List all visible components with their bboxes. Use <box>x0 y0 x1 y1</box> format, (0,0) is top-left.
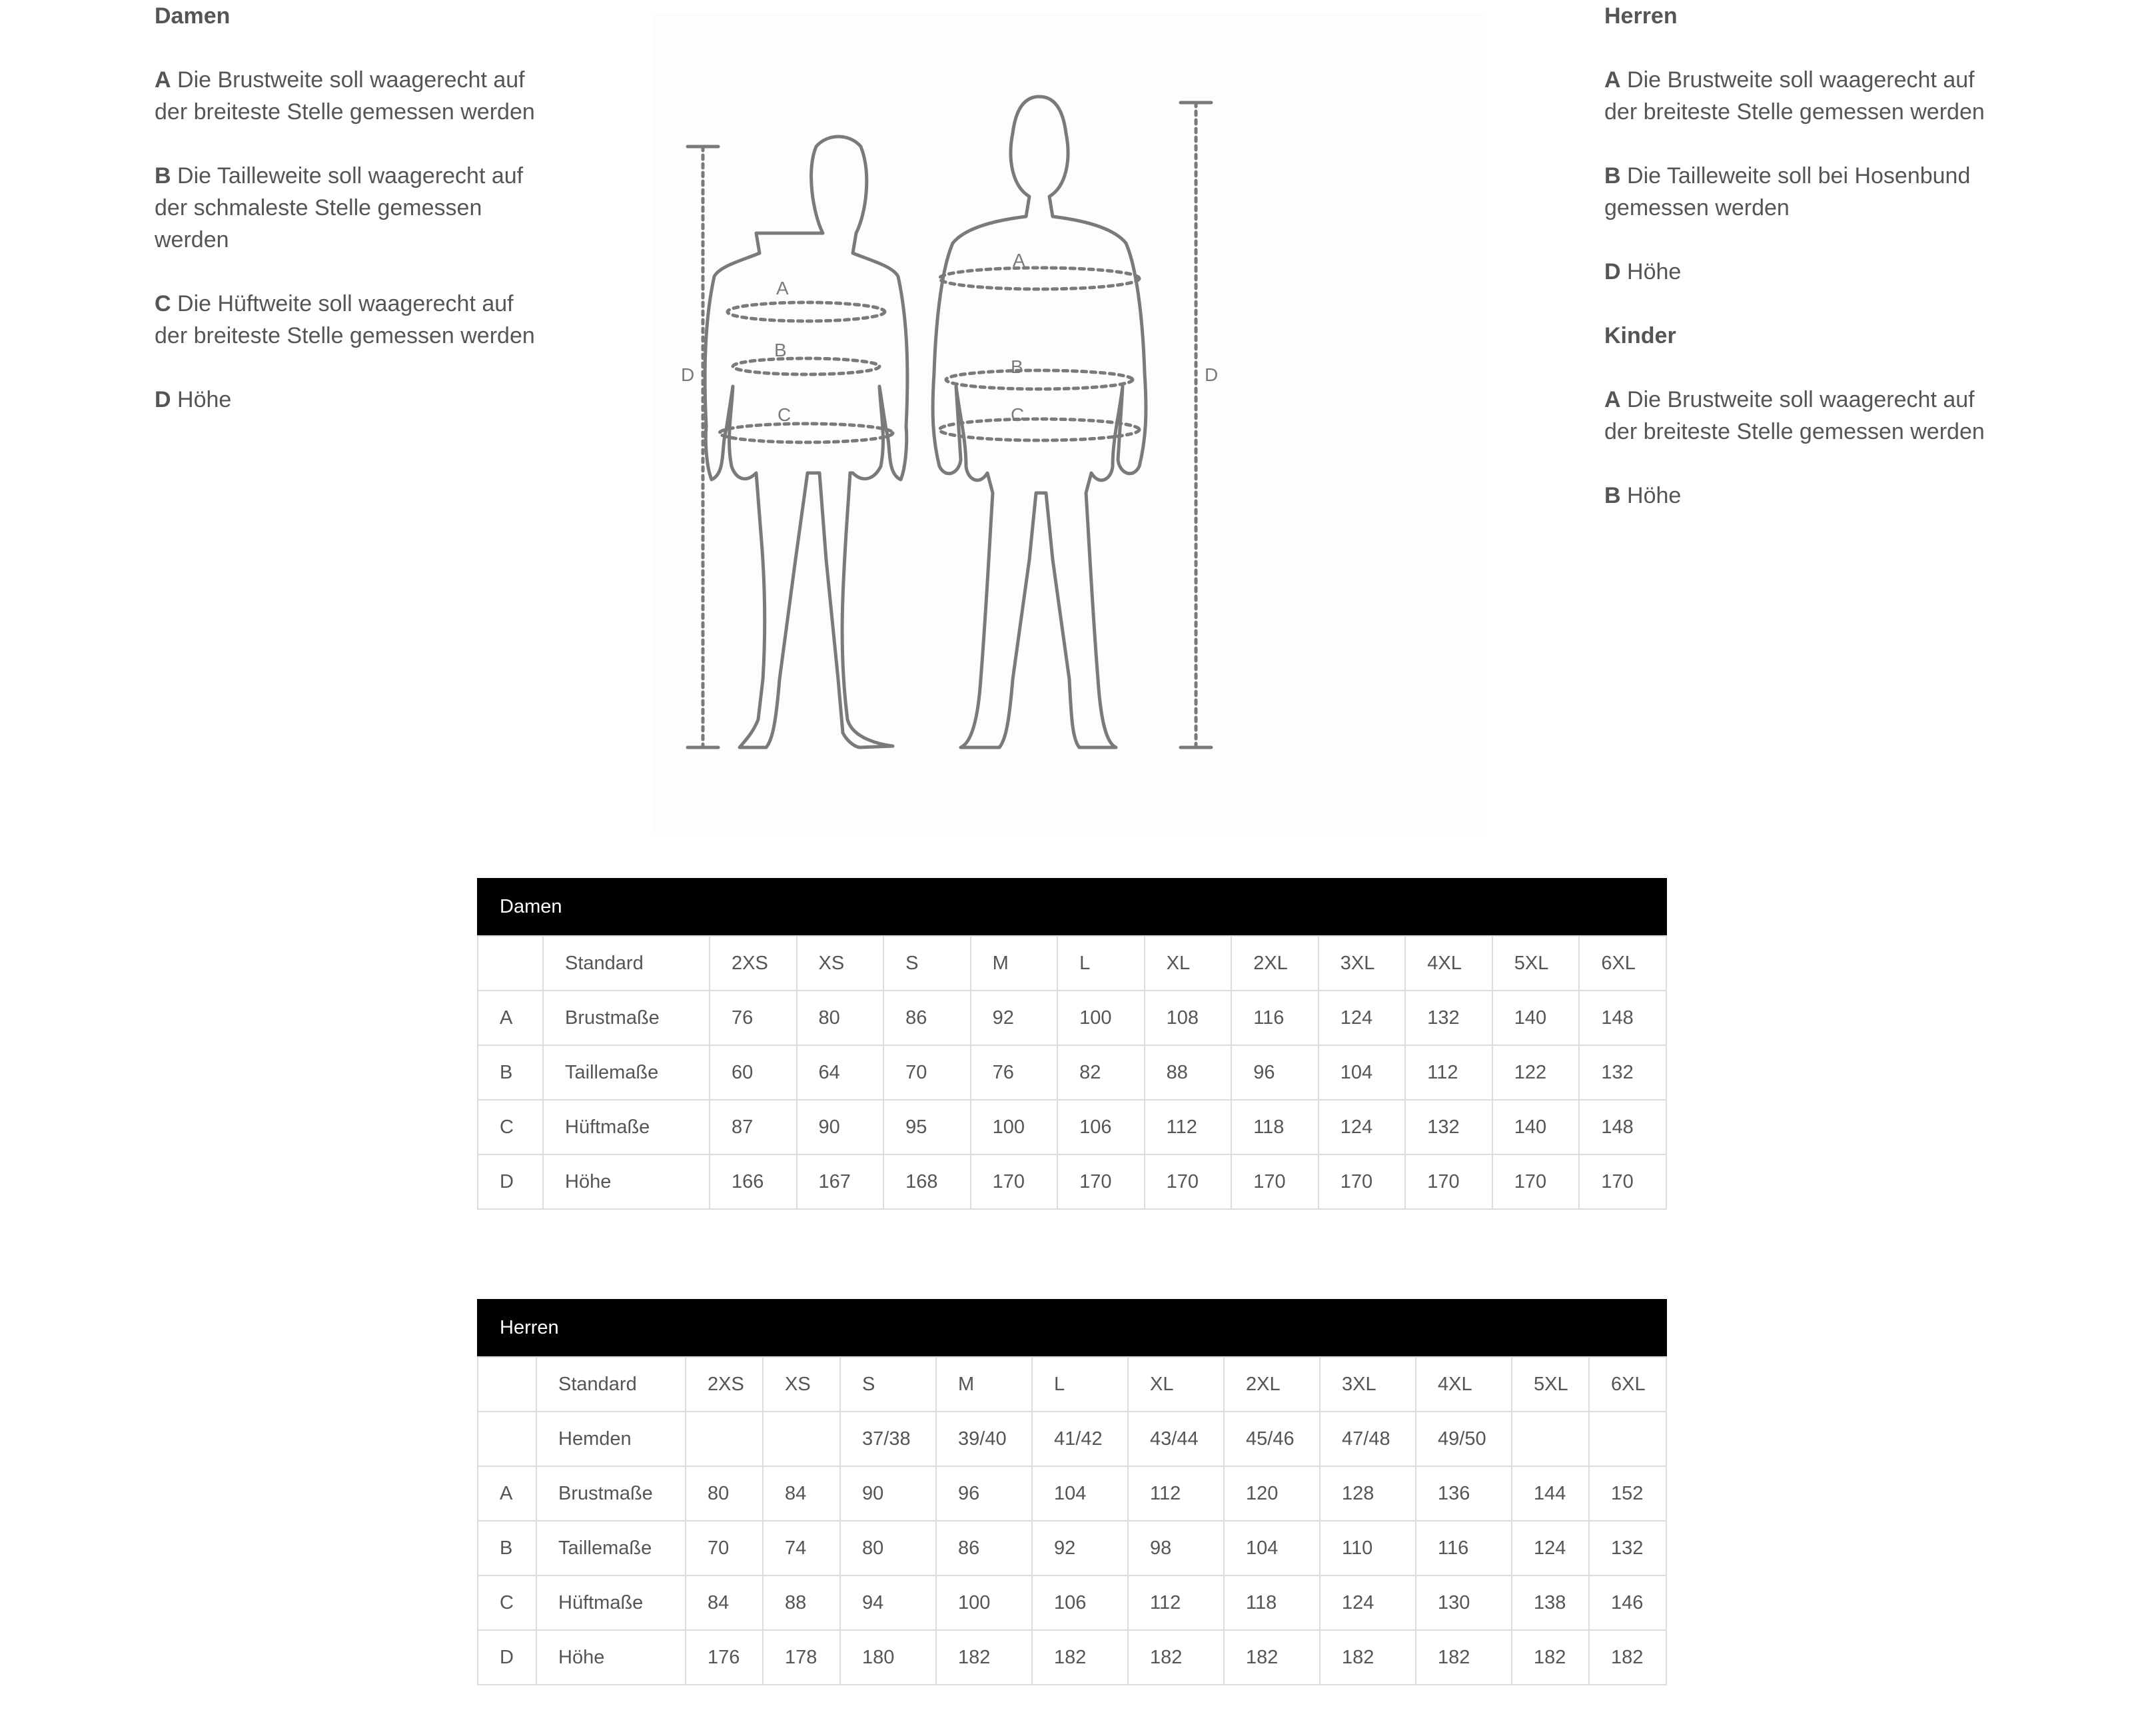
body-measurement-figure <box>653 13 1486 833</box>
table-cell: 116 <box>1416 1521 1512 1575</box>
table-cell: 140 <box>1492 1100 1580 1154</box>
damen-label-b: B <box>774 340 787 360</box>
table-cell: 90 <box>797 1100 884 1154</box>
damen-label-d: D <box>681 364 695 385</box>
table-cell: 130 <box>1416 1575 1512 1630</box>
herren-label-c: C <box>1011 404 1025 425</box>
herren-info-items <box>1604 64 2044 288</box>
kinder-info-item <box>1604 480 2044 512</box>
herren-table-grid <box>477 1356 1667 1685</box>
table-row <box>478 991 1666 1045</box>
damen-b-ellipse <box>733 358 879 374</box>
table-cell: 60 <box>710 1045 797 1100</box>
damen-info-item <box>155 288 554 352</box>
measure-description-line: der schmaleste Stelle gemessen <box>155 195 482 220</box>
table-cell: 80 <box>686 1466 763 1521</box>
measure-description-line: Die Tailleweite soll waagerecht auf <box>177 163 524 189</box>
table-cell: 5XL <box>1492 936 1580 991</box>
table-cell <box>478 1412 536 1466</box>
table-cell <box>1589 1412 1666 1466</box>
table-cell: Höhe <box>543 1154 710 1209</box>
table-cell: 138 <box>1512 1575 1589 1630</box>
table-cell: 74 <box>763 1521 840 1575</box>
table-cell: Brustmaße <box>543 991 710 1045</box>
table-row <box>478 1412 1666 1466</box>
table-cell: C <box>478 1575 536 1630</box>
table-row <box>478 1630 1666 1685</box>
table-cell: 176 <box>686 1630 763 1685</box>
table-cell: M <box>936 1357 1032 1412</box>
table-cell: Taillemaße <box>543 1045 710 1100</box>
table-cell: 6XL <box>1589 1357 1666 1412</box>
table-cell: 2XL <box>1231 936 1319 991</box>
table-cell: 112 <box>1128 1575 1224 1630</box>
measure-letter: A <box>1604 67 1621 93</box>
damen-info-item <box>155 160 554 256</box>
herren-info-item <box>1604 160 2044 224</box>
table-row <box>478 1521 1666 1575</box>
table-cell: 45/46 <box>1224 1412 1320 1466</box>
man-silhouette <box>933 97 1146 747</box>
table-cell: 182 <box>1512 1630 1589 1685</box>
damen-table-grid <box>477 935 1667 1210</box>
measure-description-line: Die Brustweite soll waagerecht auf <box>177 67 525 93</box>
table-cell: 92 <box>971 991 1058 1045</box>
table-cell: 170 <box>1319 1154 1406 1209</box>
measure-letter: A <box>1604 387 1621 412</box>
table-cell: S <box>840 1357 936 1412</box>
table-cell: 120 <box>1224 1466 1320 1521</box>
table-cell: 124 <box>1319 1100 1406 1154</box>
table-cell: 118 <box>1231 1100 1319 1154</box>
table-cell: 6XL <box>1579 936 1666 991</box>
table-cell: Hüftmaße <box>543 1100 710 1154</box>
table-cell: XS <box>797 936 884 991</box>
kinder-info-items <box>1604 384 2044 512</box>
table-cell: D <box>478 1630 536 1685</box>
measure-description-line: Die Brustweite soll waagerecht auf <box>1627 387 1975 412</box>
table-row <box>478 1575 1666 1630</box>
table-cell: 124 <box>1319 991 1406 1045</box>
table-cell: 128 <box>1320 1466 1416 1521</box>
measure-description-line: Die Hüftweite soll waagerecht auf <box>177 291 514 316</box>
herren-info-item <box>1604 64 2044 128</box>
table-cell: 100 <box>971 1100 1058 1154</box>
table-cell: 148 <box>1579 1100 1666 1154</box>
damen-label-a: A <box>776 278 789 298</box>
herren-info-heading: Herren <box>1604 3 1678 29</box>
table-cell: 170 <box>1057 1154 1145 1209</box>
table-cell: XL <box>1128 1357 1224 1412</box>
table-cell: 104 <box>1032 1466 1128 1521</box>
kinder-info-item <box>1604 384 2044 448</box>
table-cell: 140 <box>1492 991 1580 1045</box>
table-cell: 64 <box>797 1045 884 1100</box>
table-cell: 182 <box>1320 1630 1416 1685</box>
table-cell: 132 <box>1405 991 1492 1045</box>
damen-info-item <box>155 64 554 128</box>
table-cell: L <box>1057 936 1145 991</box>
table-cell: 76 <box>971 1045 1058 1100</box>
table-cell: 92 <box>1032 1521 1128 1575</box>
table-row <box>478 1466 1666 1521</box>
table-cell: Hemden <box>536 1412 686 1466</box>
table-cell: Standard <box>543 936 710 991</box>
table-cell: 86 <box>936 1521 1032 1575</box>
table-row <box>478 1154 1666 1209</box>
table-cell: 4XL <box>1405 936 1492 991</box>
damen-c-ellipse <box>720 424 893 442</box>
table-cell: 180 <box>840 1630 936 1685</box>
table-cell: 100 <box>936 1575 1032 1630</box>
table-cell: 167 <box>797 1154 884 1209</box>
table-cell: Hüftmaße <box>536 1575 686 1630</box>
table-cell: 170 <box>1492 1154 1580 1209</box>
table-cell: 170 <box>971 1154 1058 1209</box>
table-cell <box>478 936 543 991</box>
table-cell: B <box>478 1045 543 1100</box>
damen-table-title: Damen <box>477 878 1667 935</box>
damen-info-item <box>155 384 554 416</box>
table-cell: 3XL <box>1319 936 1406 991</box>
damen-a-ellipse <box>728 302 885 321</box>
herren-c-ellipse <box>939 419 1139 440</box>
measure-description-line: Die Tailleweite soll bei Hosenbund <box>1627 163 1971 189</box>
herren-info-item <box>1604 256 2044 288</box>
table-cell: 108 <box>1145 991 1232 1045</box>
table-cell: 136 <box>1416 1466 1512 1521</box>
table-cell: 2XL <box>1224 1357 1320 1412</box>
table-cell: 49/50 <box>1416 1412 1512 1466</box>
table-cell: 148 <box>1579 991 1666 1045</box>
table-cell: A <box>478 1466 536 1521</box>
table-cell: 70 <box>883 1045 971 1100</box>
table-cell: 118 <box>1224 1575 1320 1630</box>
measure-description-line: der breiteste Stelle gemessen werden <box>155 323 535 348</box>
table-cell: 182 <box>1224 1630 1320 1685</box>
measure-description-line: der breiteste Stelle gemessen werden <box>155 99 535 125</box>
table-cell: 132 <box>1405 1100 1492 1154</box>
table-cell: 88 <box>1145 1045 1232 1100</box>
table-cell: 84 <box>686 1575 763 1630</box>
table-cell: 80 <box>840 1521 936 1575</box>
table-cell: 182 <box>1032 1630 1128 1685</box>
table-cell: C <box>478 1100 543 1154</box>
kinder-info-heading: Kinder <box>1604 323 1676 348</box>
measure-description-line: Die Brustweite soll waagerecht auf <box>1627 67 1975 93</box>
table-cell <box>478 1357 536 1412</box>
table-cell: 104 <box>1224 1521 1320 1575</box>
table-cell: 84 <box>763 1466 840 1521</box>
measure-description-line: Höhe <box>1627 483 1682 508</box>
table-cell: 82 <box>1057 1045 1145 1100</box>
table-cell: 166 <box>710 1154 797 1209</box>
table-cell: 132 <box>1579 1045 1666 1100</box>
table-cell: 182 <box>1128 1630 1224 1685</box>
table-cell: 122 <box>1492 1045 1580 1100</box>
table-cell: 98 <box>1128 1521 1224 1575</box>
table-cell: M <box>971 936 1058 991</box>
table-cell: 112 <box>1145 1100 1232 1154</box>
table-cell: XL <box>1145 936 1232 991</box>
table-cell: 170 <box>1231 1154 1319 1209</box>
table-header-row <box>478 1357 1666 1412</box>
table-cell: 95 <box>883 1100 971 1154</box>
measure-letter: A <box>155 67 171 93</box>
table-cell: 2XS <box>686 1357 763 1412</box>
damen-label-c: C <box>778 404 792 425</box>
table-cell: 88 <box>763 1575 840 1630</box>
table-cell: 170 <box>1145 1154 1232 1209</box>
damen-info <box>155 0 554 416</box>
herren-label-b: B <box>1011 356 1023 377</box>
measure-description-line: gemessen werden <box>1604 195 1790 220</box>
measure-letter: B <box>1604 483 1621 508</box>
measure-letter: D <box>155 387 171 412</box>
table-cell: 5XL <box>1512 1357 1589 1412</box>
herren-b-ellipse <box>946 370 1133 389</box>
table-cell: 86 <box>883 991 971 1045</box>
table-cell: 124 <box>1320 1575 1416 1630</box>
table-cell: 2XS <box>710 936 797 991</box>
table-cell: Standard <box>536 1357 686 1412</box>
table-row <box>478 1045 1666 1100</box>
table-cell: 100 <box>1057 991 1145 1045</box>
measure-description-line: Höhe <box>177 387 232 412</box>
table-header-row <box>478 936 1666 991</box>
herren-a-ellipse <box>939 268 1139 289</box>
measure-description-line: der breiteste Stelle gemessen werden <box>1604 99 1985 125</box>
table-cell: 90 <box>840 1466 936 1521</box>
table-cell: S <box>883 936 971 991</box>
damen-info-items <box>155 64 554 416</box>
table-cell: 37/38 <box>840 1412 936 1466</box>
table-cell: 43/44 <box>1128 1412 1224 1466</box>
damen-size-table <box>477 878 1667 1210</box>
table-cell: D <box>478 1154 543 1209</box>
table-cell: 104 <box>1319 1045 1406 1100</box>
measure-letter: C <box>155 291 171 316</box>
herren-label-a: A <box>1013 250 1025 270</box>
herren-table-title: Herren <box>477 1299 1667 1356</box>
table-cell: XS <box>763 1357 840 1412</box>
table-cell: 106 <box>1032 1575 1128 1630</box>
table-cell: 182 <box>1589 1630 1666 1685</box>
table-cell: 87 <box>710 1100 797 1154</box>
table-cell: Taillemaße <box>536 1521 686 1575</box>
table-cell: 4XL <box>1416 1357 1512 1412</box>
table-cell: 170 <box>1405 1154 1492 1209</box>
measure-letter: B <box>155 163 171 189</box>
table-cell: 152 <box>1589 1466 1666 1521</box>
table-cell <box>1512 1412 1589 1466</box>
table-cell: 3XL <box>1320 1357 1416 1412</box>
table-cell: 96 <box>1231 1045 1319 1100</box>
table-cell: 106 <box>1057 1100 1145 1154</box>
table-cell: 96 <box>936 1466 1032 1521</box>
table-cell: 168 <box>883 1154 971 1209</box>
table-cell <box>763 1412 840 1466</box>
damen-info-heading: Damen <box>155 3 231 29</box>
table-cell: 116 <box>1231 991 1319 1045</box>
herren-label-d: D <box>1205 364 1219 385</box>
table-cell: 47/48 <box>1320 1412 1416 1466</box>
table-cell: A <box>478 991 543 1045</box>
table-row <box>478 1100 1666 1154</box>
herren-kinder-info <box>1604 0 2044 512</box>
table-cell: 132 <box>1589 1521 1666 1575</box>
table-cell: 170 <box>1579 1154 1666 1209</box>
table-cell: 124 <box>1512 1521 1589 1575</box>
table-cell: 146 <box>1589 1575 1666 1630</box>
table-cell: Höhe <box>536 1630 686 1685</box>
table-cell: 80 <box>797 991 884 1045</box>
measure-description-line: der breiteste Stelle gemessen werden <box>1604 419 1985 444</box>
table-cell: 182 <box>936 1630 1032 1685</box>
table-cell: 144 <box>1512 1466 1589 1521</box>
table-cell: 110 <box>1320 1521 1416 1575</box>
measure-description-line: werden <box>155 227 229 252</box>
herren-size-table <box>477 1299 1667 1685</box>
measure-description-line: Höhe <box>1627 259 1682 284</box>
table-cell: 41/42 <box>1032 1412 1128 1466</box>
table-cell <box>686 1412 763 1466</box>
table-cell: 112 <box>1128 1466 1224 1521</box>
table-cell: 39/40 <box>936 1412 1032 1466</box>
table-cell: 182 <box>1416 1630 1512 1685</box>
body-measurement-illustration <box>653 13 1486 833</box>
table-cell: 76 <box>710 991 797 1045</box>
measure-letter: D <box>1604 259 1621 284</box>
table-cell: B <box>478 1521 536 1575</box>
measure-letter: B <box>1604 163 1621 189</box>
table-cell: 94 <box>840 1575 936 1630</box>
table-cell: 70 <box>686 1521 763 1575</box>
table-cell: 112 <box>1405 1045 1492 1100</box>
table-cell: 178 <box>763 1630 840 1685</box>
table-cell: L <box>1032 1357 1128 1412</box>
table-cell: Brustmaße <box>536 1466 686 1521</box>
